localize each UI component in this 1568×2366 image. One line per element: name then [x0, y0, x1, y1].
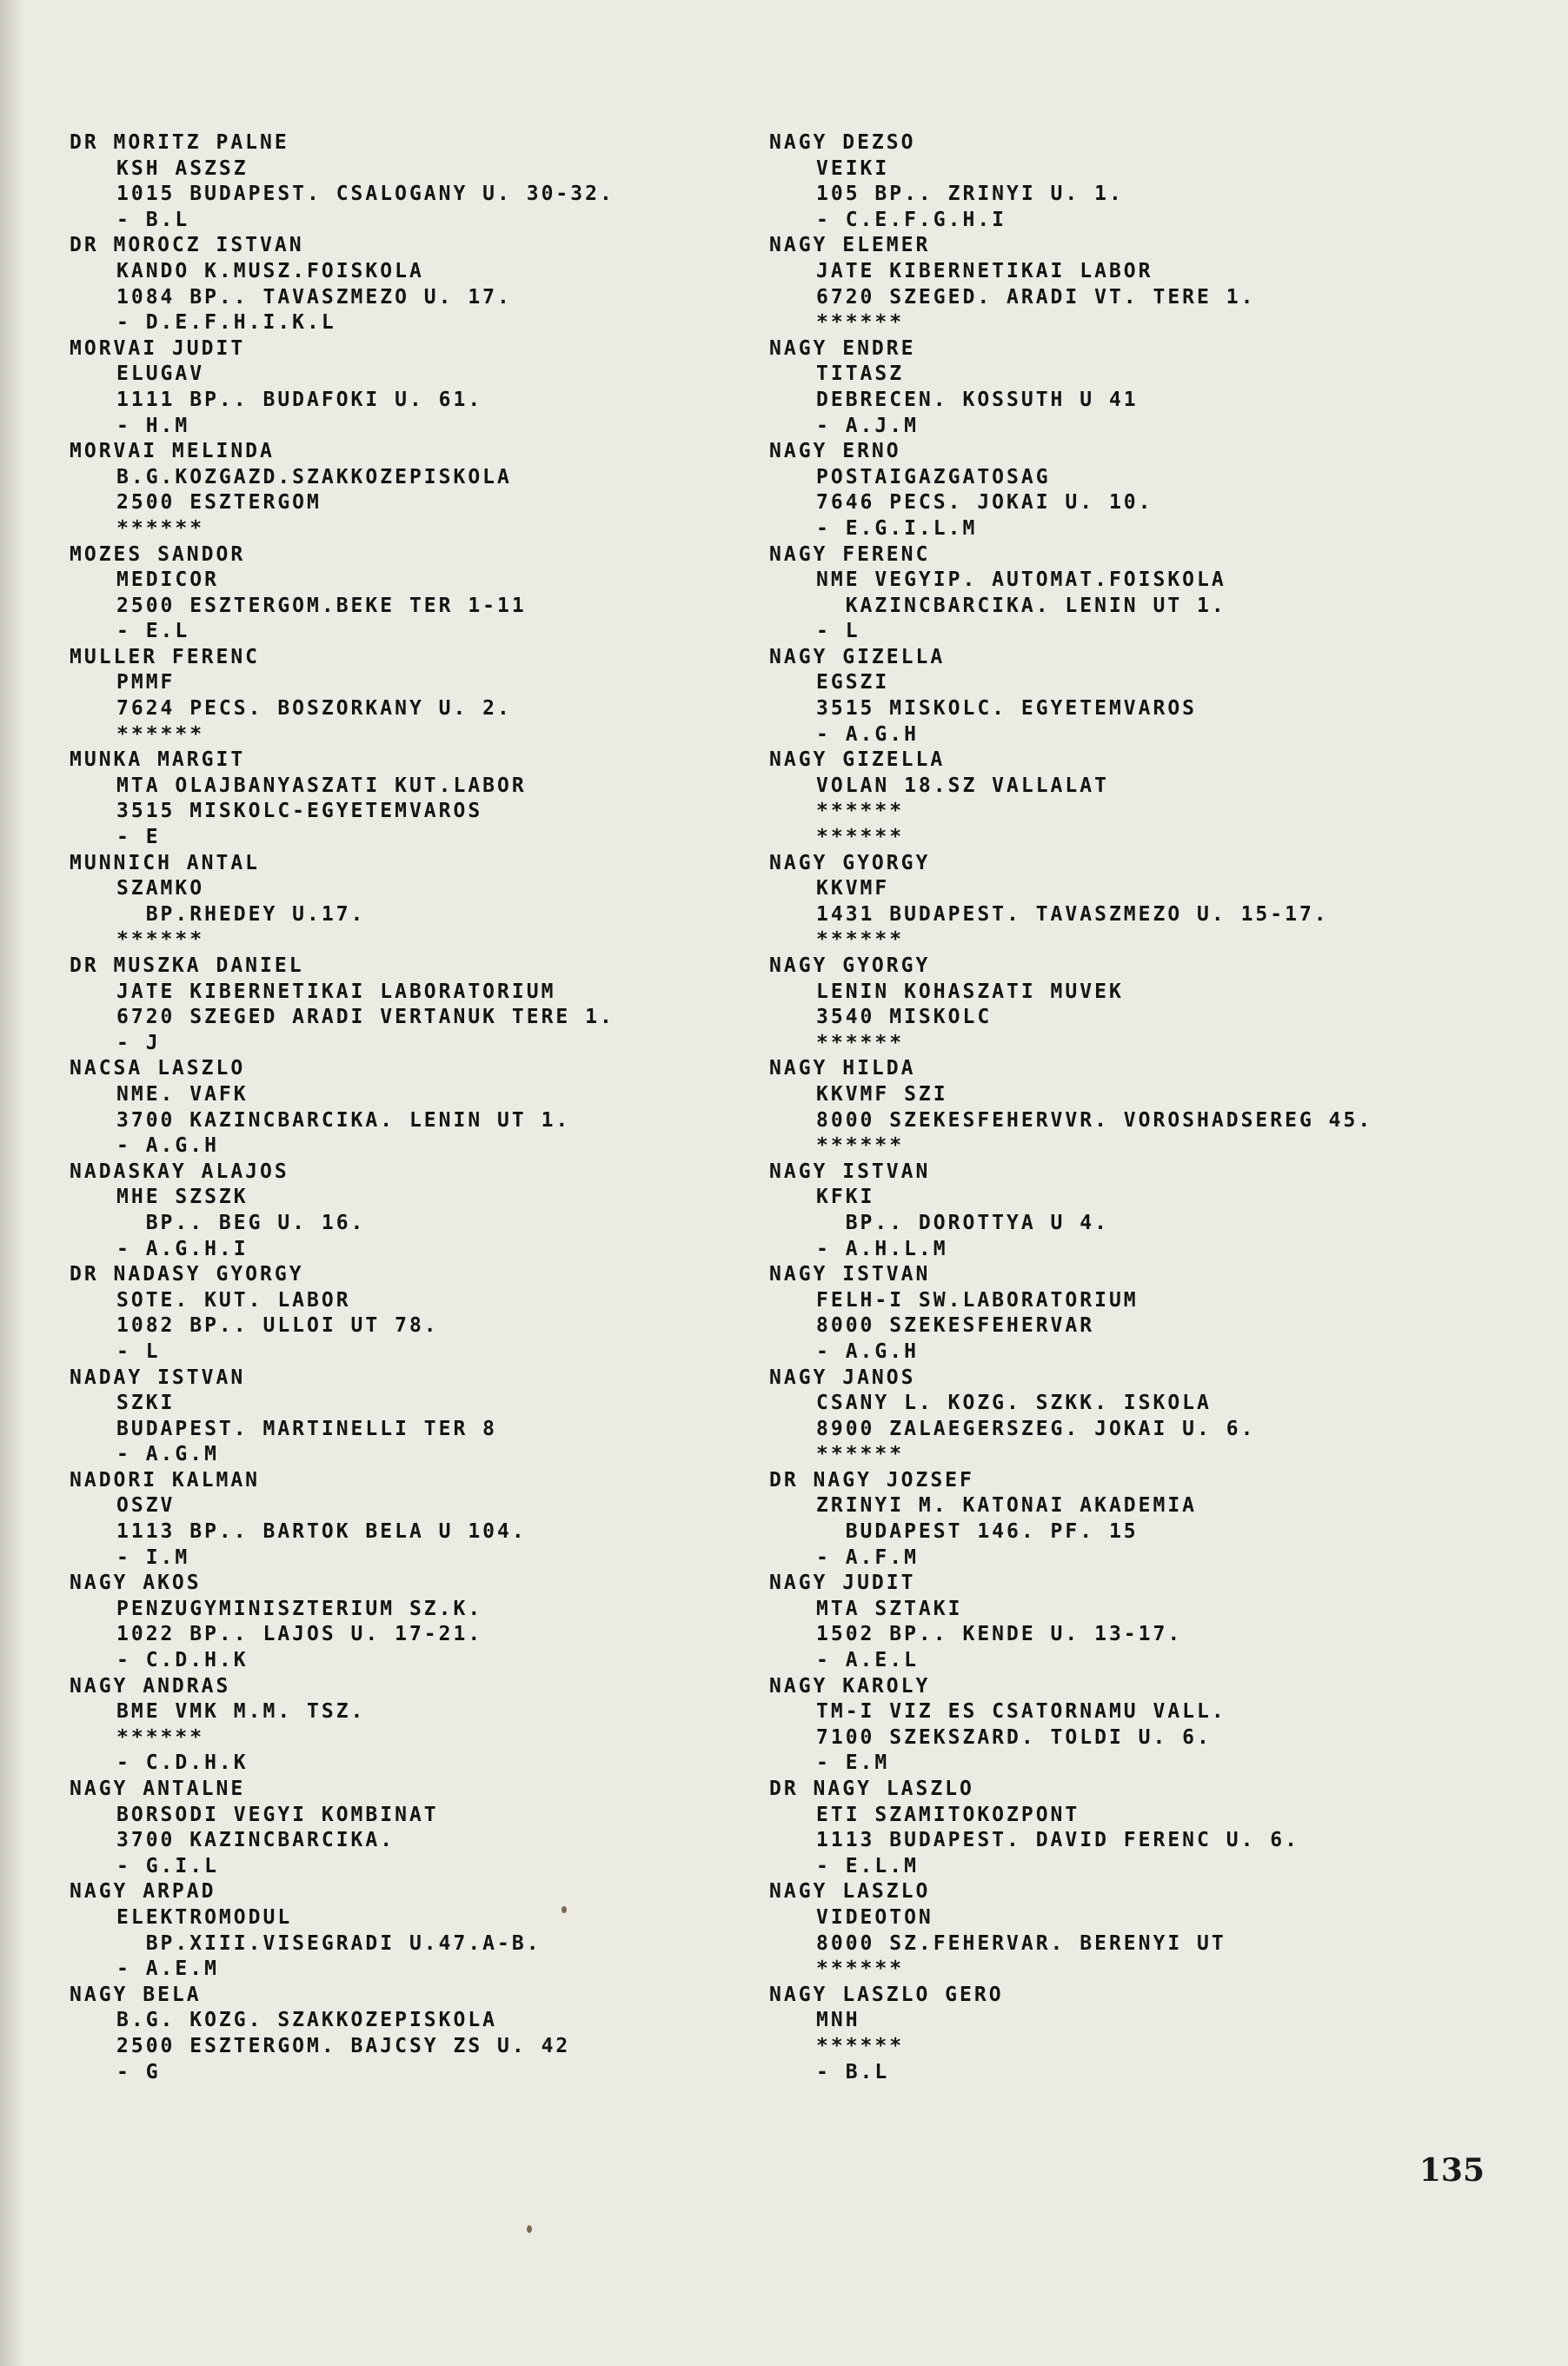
directory-column-left [70, 130, 782, 2085]
entry-codes: - G [116, 2060, 161, 2084]
entry-codes: - C.D.H.K [116, 1649, 249, 1672]
entry-address: 1502 BP.. KENDE U. 13-17. [816, 1623, 1183, 1646]
directory-entry [769, 1056, 1482, 1159]
entry-name: NADAY ISTVAN [70, 1366, 246, 1389]
entry-institution: MTA SZTAKI [816, 1597, 963, 1620]
directory-entry [769, 336, 1482, 439]
entry-address: 3515 MISKOLC. EGYETEMVAROS [816, 697, 1198, 721]
entry-name: NAGY HILDA [769, 1057, 916, 1080]
entry-institution: CSANY L. KOZG. SZKK. ISKOLA [816, 1392, 1212, 1415]
print-speck [527, 2225, 532, 2233]
entry-name: NAGY ISTVAN [769, 1263, 931, 1286]
entry-codes: ****** [816, 826, 905, 849]
entry-institution: ELEKTROMODUL [116, 1905, 293, 1929]
entry-codes: - H.M [116, 414, 190, 437]
entry-name: MUNNICH ANTAL [70, 851, 261, 874]
entry-institution: PENZUGYMINISZTERIUM SZ.K. [116, 1597, 483, 1620]
directory-entry [70, 1674, 782, 1777]
entry-name: NAGY GIZELLA [769, 645, 946, 668]
print-speck [561, 1906, 567, 1913]
entry-address: 3700 KAZINCBARCIKA. [116, 1829, 395, 1852]
entry-institution: VIDEOTON [816, 1905, 933, 1929]
entry-name: DR NAGY LASZLO [769, 1778, 974, 1800]
directory-entry [70, 542, 782, 645]
directory-entry [70, 1571, 782, 1673]
entry-name: NAGY ARPAD [70, 1880, 216, 1904]
directory-entry [769, 542, 1482, 645]
entry-institution: NME. VAFK [116, 1082, 249, 1106]
directory-entry [70, 336, 782, 439]
entry-address: 1113 BUDAPEST. DAVID FERENC U. 6. [816, 1829, 1299, 1852]
entry-name: NAGY JANOS [769, 1366, 916, 1389]
entry-name: NAGY ENDRE [769, 336, 916, 360]
entry-name: DR MORITZ PALNE [70, 131, 289, 154]
directory-entry [70, 1879, 782, 1982]
entry-address: 7100 SZEKSZARD. TOLDI U. 6. [816, 1725, 1212, 1749]
entry-codes: - B.L [116, 208, 190, 231]
page-edge-shadow [0, 0, 24, 2366]
entry-address: 105 BP.. ZRINYI U. 1. [816, 183, 1124, 206]
entry-institution: EGSZI [816, 671, 890, 695]
entry-name: NAGY BELA [70, 1983, 202, 2006]
directory-entry [70, 1160, 782, 1262]
entry-name: NADASKAY ALAJOS [70, 1160, 289, 1183]
entry-name: NAGY DEZSO [769, 131, 916, 154]
entry-institution: JATE KIBERNETIKAI LABORATORIUM [116, 980, 556, 1003]
entry-institution: PMMF [116, 671, 176, 695]
entry-name: DR MUSZKA DANIEL [70, 954, 304, 977]
entry-institution: VEIKI [816, 156, 890, 180]
entry-address: 8000 SZ.FEHERVAR. BERENYI UT [816, 1931, 1226, 1955]
entry-name: NAGY GYORGY [769, 851, 931, 874]
entry-address: ****** [816, 2034, 905, 2057]
entry-institution: ELUGAV [116, 362, 205, 386]
entry-address: 7624 PECS. BOSZORKANY U. 2. [116, 697, 512, 721]
entry-name: NAGY ISTVAN [769, 1160, 931, 1183]
directory-entry [769, 1983, 1482, 2085]
entry-name: NADORI KALMAN [70, 1468, 261, 1492]
entry-codes: - I.M [116, 1545, 190, 1569]
entry-institution: LENIN KOHASZATI MUVEK [816, 980, 1124, 1003]
entry-address: ****** [116, 1725, 205, 1749]
directory-entry [70, 1366, 782, 1468]
entry-name: DR NADASY GYORGY [70, 1263, 304, 1286]
entry-codes: ****** [116, 516, 205, 540]
directory-entry [70, 130, 782, 233]
entry-institution: SZKI [116, 1392, 176, 1415]
entry-address: 8000 SZEKESFEHERVAR [816, 1314, 1095, 1338]
entry-codes: - E.L [116, 620, 190, 643]
entry-codes: - E.M [816, 1751, 890, 1775]
entry-name: NAGY ANTALNE [70, 1778, 246, 1800]
entry-address: 8000 SZEKESFEHERVVR. VOROSHADSEREG 45. [816, 1108, 1373, 1132]
entry-codes: - A.E.M [116, 1957, 219, 1981]
entry-codes: - D.E.F.H.I.K.L [116, 311, 336, 335]
entry-institution: B.G. KOZG. SZAKKOZEPISKOLA [116, 2009, 498, 2032]
entry-name: NAGY GYORGY [769, 954, 931, 977]
entry-name: MORVAI JUDIT [70, 336, 246, 360]
directory-entry [769, 233, 1482, 336]
directory-entry [769, 1674, 1482, 1777]
entry-name: NACSA LASZLO [70, 1057, 246, 1080]
entry-codes: - J [116, 1031, 161, 1054]
entry-institution: FELH-I SW.LABORATORIUM [816, 1288, 1139, 1312]
entry-institution: BME VMK M.M. TSZ. [116, 1700, 366, 1724]
entry-name: NAGY GIZELLA [769, 748, 946, 772]
directory-entry [769, 645, 1482, 748]
directory-entry [769, 1777, 1482, 1879]
entry-address: 1113 BP.. BARTOK BELA U 104. [116, 1520, 527, 1544]
entry-address: 3700 KAZINCBARCIKA. LENIN UT 1. [116, 1108, 571, 1132]
entry-institution: MNH [816, 2009, 860, 2032]
entry-name: NAGY FERENC [769, 542, 931, 566]
entry-institution: MTA OLAJBANYASZATI KUT.LABOR [116, 774, 527, 797]
directory-column-right [769, 130, 1482, 2085]
directory-entry [769, 748, 1482, 850]
entry-address: 1082 BP.. ULLOI UT 78. [116, 1314, 439, 1338]
entry-address: BP.XIII.VISEGRADI U.47.A-B. [116, 1931, 541, 1955]
directory-entry [70, 1262, 782, 1365]
entry-institution: KSH ASZSZ [116, 156, 249, 180]
entry-institution: ETI SZAMITOKOZPONT [816, 1803, 1080, 1826]
directory-entry [70, 1777, 782, 1879]
entry-codes: - A.E.L [816, 1649, 919, 1672]
directory-entry [70, 645, 782, 748]
entry-codes: - A.H.L.M [816, 1237, 948, 1260]
entry-institution: MHE SZSZK [116, 1186, 249, 1209]
entry-institution: MEDICOR [116, 568, 219, 592]
directory-entry [70, 233, 782, 336]
entry-codes: ****** [116, 722, 205, 746]
entry-address: 7646 PECS. JOKAI U. 10. [816, 491, 1153, 515]
entry-address: BUDAPEST. MARTINELLI TER 8 [116, 1417, 498, 1440]
entry-codes: - A.G.M [116, 1443, 219, 1466]
page-number: 135 [1419, 2152, 1485, 2189]
directory-entry [769, 1262, 1482, 1365]
entry-codes: - B.L [816, 2060, 890, 2084]
entry-institution: POSTAIGAZGATOSAG [816, 465, 1051, 488]
entry-address: 2500 ESZTERGOM.BEKE TER 1-11 [116, 594, 527, 617]
entry-codes: - A.G.H.I [116, 1237, 249, 1260]
entry-name: NAGY JUDIT [769, 1572, 916, 1595]
entry-institution: ZRINYI M. KATONAI AKADEMIA [816, 1494, 1198, 1518]
entry-codes: - A.G.H [816, 722, 919, 746]
entry-name: NAGY KAROLY [769, 1674, 931, 1698]
entry-name: NAGY AKOS [70, 1572, 202, 1595]
entry-institution: TITASZ [816, 362, 905, 386]
entry-codes: ****** [816, 1031, 905, 1054]
entry-address: 1111 BP.. BUDAFOKI U. 61. [116, 388, 483, 411]
entry-codes: ****** [816, 311, 905, 335]
entry-institution: NME VEGYIP. AUTOMAT.FOISKOLA [816, 568, 1226, 592]
entry-codes: - A.J.M [816, 414, 919, 437]
entry-codes: - E [116, 826, 161, 849]
entry-codes: ****** [816, 928, 905, 952]
entry-codes: - A.G.H [816, 1339, 919, 1363]
entry-codes: ****** [816, 1443, 905, 1466]
entry-institution: JATE KIBERNETIKAI LABOR [816, 259, 1153, 282]
entry-name: NAGY ERNO [769, 440, 901, 463]
entry-address: BUDAPEST 146. PF. 15 [816, 1520, 1139, 1544]
entry-address: 2500 ESZTERGOM. BAJCSY ZS U. 42 [116, 2034, 571, 2057]
entry-name: MORVAI MELINDA [70, 440, 275, 463]
entry-institution: KKVMF [816, 877, 890, 901]
directory-entry [769, 1366, 1482, 1468]
entry-codes: - C.E.F.G.H.I [816, 208, 1007, 231]
entry-name: NAGY LASZLO [769, 1880, 931, 1904]
entry-address: 3540 MISKOLC [816, 1006, 993, 1029]
directory-entry [70, 954, 782, 1056]
entry-institution: B.G.KOZGAZD.SZAKKOZEPISKOLA [116, 465, 512, 488]
entry-address: 1015 BUDAPEST. CSALOGANY U. 30-32. [116, 183, 615, 206]
directory-entry [70, 851, 782, 954]
entry-address: 2500 ESZTERGOM [116, 491, 322, 515]
entry-address: DEBRECEN. KOSSUTH U 41 [816, 388, 1139, 411]
entry-institution: VOLAN 18.SZ VALLALAT [816, 774, 1109, 797]
entry-codes: - E.L.M [816, 1854, 919, 1878]
entry-address: 6720 SZEGED. ARADI VT. TERE 1. [816, 285, 1256, 309]
entry-address: 1431 BUDAPEST. TAVASZMEZO U. 15-17. [816, 902, 1329, 926]
entry-address: BP.. DOROTTYA U 4. [816, 1211, 1109, 1234]
entry-codes: ****** [816, 1134, 905, 1158]
directory-entry [769, 954, 1482, 1056]
directory-entry [70, 1983, 782, 2085]
entry-address: BP.RHEDEY U.17. [116, 902, 366, 926]
entry-address: 3515 MISKOLC-EGYETEMVAROS [116, 800, 483, 823]
entry-name: NAGY ELEMER [769, 234, 931, 257]
directory-entry [769, 130, 1482, 233]
entry-institution: KKVMF SZI [816, 1082, 948, 1106]
entry-codes: - L [116, 1339, 161, 1363]
entry-name: MULLER FERENC [70, 645, 261, 668]
entry-codes: - E.G.I.L.M [816, 516, 978, 540]
entry-codes: - A.G.H [116, 1134, 219, 1158]
directory-entry [769, 851, 1482, 954]
directory-entry [769, 1879, 1482, 1982]
entry-institution: KANDO K.MUSZ.FOISKOLA [116, 259, 424, 282]
entry-name: NAGY ANDRAS [70, 1674, 231, 1698]
entry-name: DR NAGY JOZSEF [769, 1468, 974, 1492]
entry-institution: TM-I VIZ ES CSATORNAMU VALL. [816, 1700, 1226, 1724]
directory-entry [70, 748, 782, 850]
entry-codes: ****** [116, 928, 205, 952]
directory-entry [769, 1160, 1482, 1262]
directory-entry [70, 1468, 782, 1571]
directory-entry [769, 1468, 1482, 1571]
entry-codes: - A.F.M [816, 1545, 919, 1569]
entry-name: MUNKA MARGIT [70, 748, 246, 772]
entry-institution: SZAMKO [116, 877, 205, 901]
entry-institution: BORSODI VEGYI KOMBINAT [116, 1803, 439, 1826]
entry-address: 6720 SZEGED ARADI VERTANUK TERE 1. [116, 1006, 615, 1029]
directory-entry [70, 1056, 782, 1159]
entry-address: 8900 ZALAEGERSZEG. JOKAI U. 6. [816, 1417, 1256, 1440]
directory-entry [769, 1571, 1482, 1673]
entry-codes: - C.D.H.K [116, 1751, 249, 1775]
entry-address: KAZINCBARCIKA. LENIN UT 1. [816, 594, 1226, 617]
entry-name: NAGY LASZLO GERO [769, 1983, 1004, 2006]
entry-address: ****** [816, 800, 905, 823]
entry-name: DR MOROCZ ISTVAN [70, 234, 304, 257]
entry-institution: OSZV [116, 1494, 176, 1518]
entry-codes: ****** [816, 1957, 905, 1981]
directory-entry [769, 439, 1482, 542]
entry-codes: - L [816, 620, 860, 643]
directory-entry [70, 439, 782, 542]
entry-address: BP.. BEG U. 16. [116, 1211, 366, 1234]
entry-name: MOZES SANDOR [70, 542, 246, 566]
entry-codes: - G.I.L [116, 1854, 219, 1878]
entry-institution: SOTE. KUT. LABOR [116, 1288, 351, 1312]
entry-institution: KFKI [816, 1186, 875, 1209]
entry-address: 1022 BP.. LAJOS U. 17-21. [116, 1623, 483, 1646]
entry-address: 1084 BP.. TAVASZMEZO U. 17. [116, 285, 512, 309]
